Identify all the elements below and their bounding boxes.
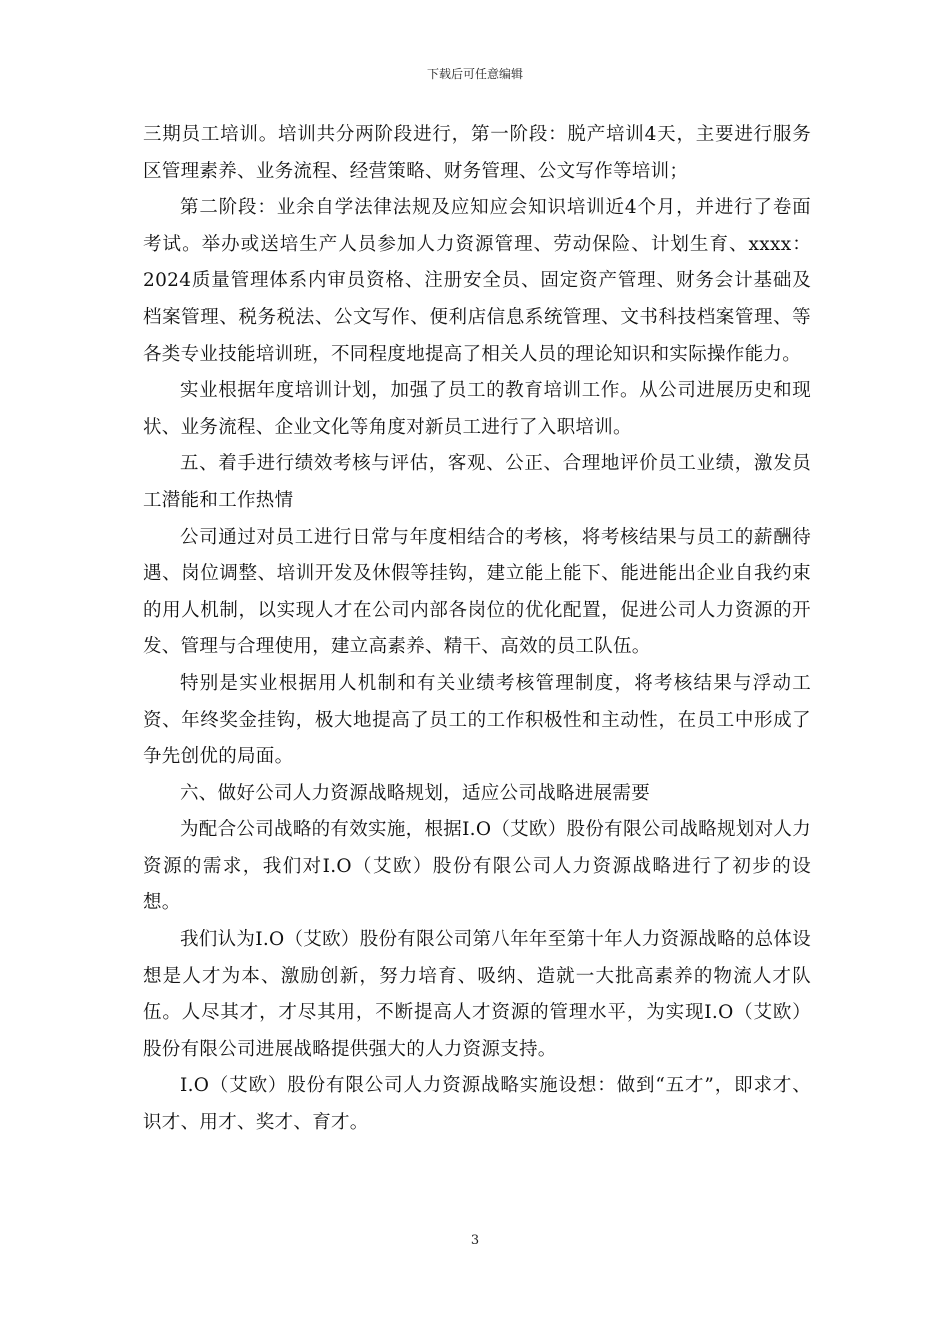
paragraph-five-talents: I.O（艾欧）股份有限公司人力资源战略实施设想：做到“五才”，即求才、识才、用才、奖才、育才。: [143, 1075, 811, 1134]
paragraph-continuation: 三期员工培训。培训共分两阶段进行，第一阶段：脱产培训4天，主要进行服务区管理素养、业务流程、经营策略、财务管理、公文写作等培训；: [143, 124, 811, 182]
header-note: 下载后可任意编辑: [426, 67, 523, 81]
paragraph-stage-two: 第二阶段：业余自学法律法规及应知应会知识培训近4个月，并进行了卷面考试。举办或送培生产人员参加人力资源管理、劳动保险、计划生育、xxxx：2024质量管理体系内审员资格、注册安全员、固定资产管理、财务会计基础及档案管理、税务税法、公文写作、便利店信息系统管理、文书科技档案管理、等各类专业技能培训班，不同程度地提高了相关人员的理论知识和实际操作能力。: [143, 197, 811, 365]
paragraph-appraisal: 公司通过对员工进行日常与年度相结合的考核，将考核结果与员工的薪酬待遇、岗位调整、培训开发及休假等挂钩，建立能上能下、能进能出企业自我约束的用人机制，以实现人才在公司内部各岗位的优化配置，促进公司人力资源的开发、管理与合理使用，建立高素养、精干、高效的员工队伍。: [143, 526, 811, 658]
section-heading-five: 五、着手进行绩效考核与评估，客观、公正、合理地评价员工业绩，激发员工潜能和工作热情: [143, 453, 811, 511]
page-number: 3: [470, 1233, 480, 1248]
paragraph-bonus: 特别是实业根据用人机制和有关业绩考核管理制度，将考核结果与浮动工资、年终奖金挂钩，极大地提高了员工的工作积极性和主动性，在员工中形成了争先创优的局面。: [143, 672, 811, 768]
section-heading-six: 六、做好公司人力资源战略规划，适应公司战略进展需要: [180, 782, 651, 804]
paragraph-overall-vision: 我们认为I.O（艾欧）股份有限公司第八年年至第十年人力资源战略的总体设想是人才为本、激励创新，努力培育、吸纳、造就一大批高素养的物流人才队伍。人尽其才，才尽其用，不断提高人才资源的管理水平，为实现I.O（艾欧）股份有限公司进展战略提供强大的人力资源支持。: [143, 929, 811, 1060]
body-text: [143, 117, 811, 1142]
paragraph-onboarding: 实业根据年度培训计划，加强了员工的教育培训工作。从公司进展历史和现状、业务流程、企业文化等角度对新员工进行了入职培训。: [143, 380, 811, 438]
paragraph-strategy: 为配合公司战略的有效实施，根据I.O（艾欧）股份有限公司战略规划对人力资源的需求，我们对I.O（艾欧）股份有限公司人力资源战略进行了初步的设想。: [143, 819, 811, 914]
